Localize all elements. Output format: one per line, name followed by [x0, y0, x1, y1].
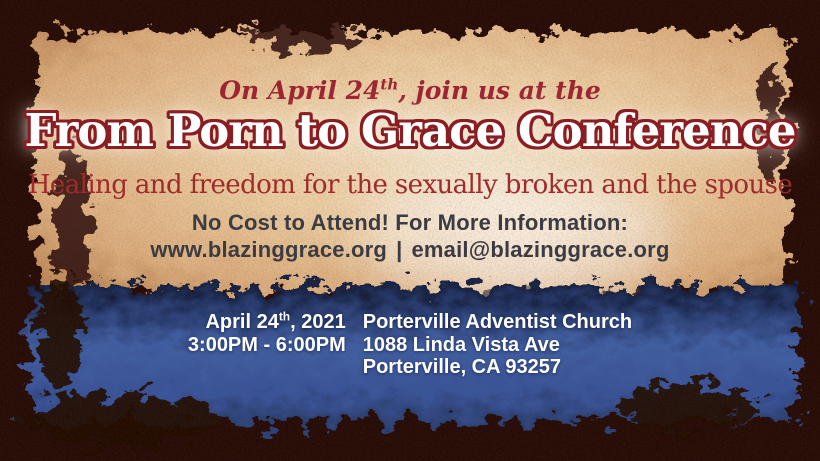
event-details-band — [0, 311, 820, 379]
conference-title: From Porn to Grace Conference — [24, 104, 796, 157]
website-text: www.blazinggrace.org — [150, 237, 388, 262]
venue-address-line2: Porterville, CA 93257 — [362, 356, 562, 378]
venue-address-line1: 1088 Linda Vista Ave — [362, 333, 560, 356]
cost-info-line: No Cost to Attend! For More Information: — [191, 210, 629, 235]
event-date — [188, 311, 346, 334]
intro-ordinal-suffix: th — [380, 75, 399, 94]
event-date-ordinal: th — [278, 309, 291, 324]
tagline: Healing and freedom for the sexually broken and the spouse — [27, 170, 793, 200]
venue-name: Porterville Adventist Church — [362, 311, 633, 333]
email-text: email@blazinggrace.org — [411, 237, 670, 262]
intro-line — [0, 76, 820, 105]
event-date-pre: April 24 — [205, 311, 279, 333]
event-date-post: , 2021 — [290, 311, 346, 333]
venue-column — [363, 311, 632, 379]
intro-text-pre: On April 24 — [219, 76, 381, 105]
contact-info-line — [0, 237, 820, 263]
intro-text-post: , join us at the — [398, 76, 601, 105]
datetime-column — [188, 311, 346, 379]
event-time: 3:00PM - 6:00PM — [187, 333, 346, 356]
pipe-separator: | — [396, 237, 403, 262]
